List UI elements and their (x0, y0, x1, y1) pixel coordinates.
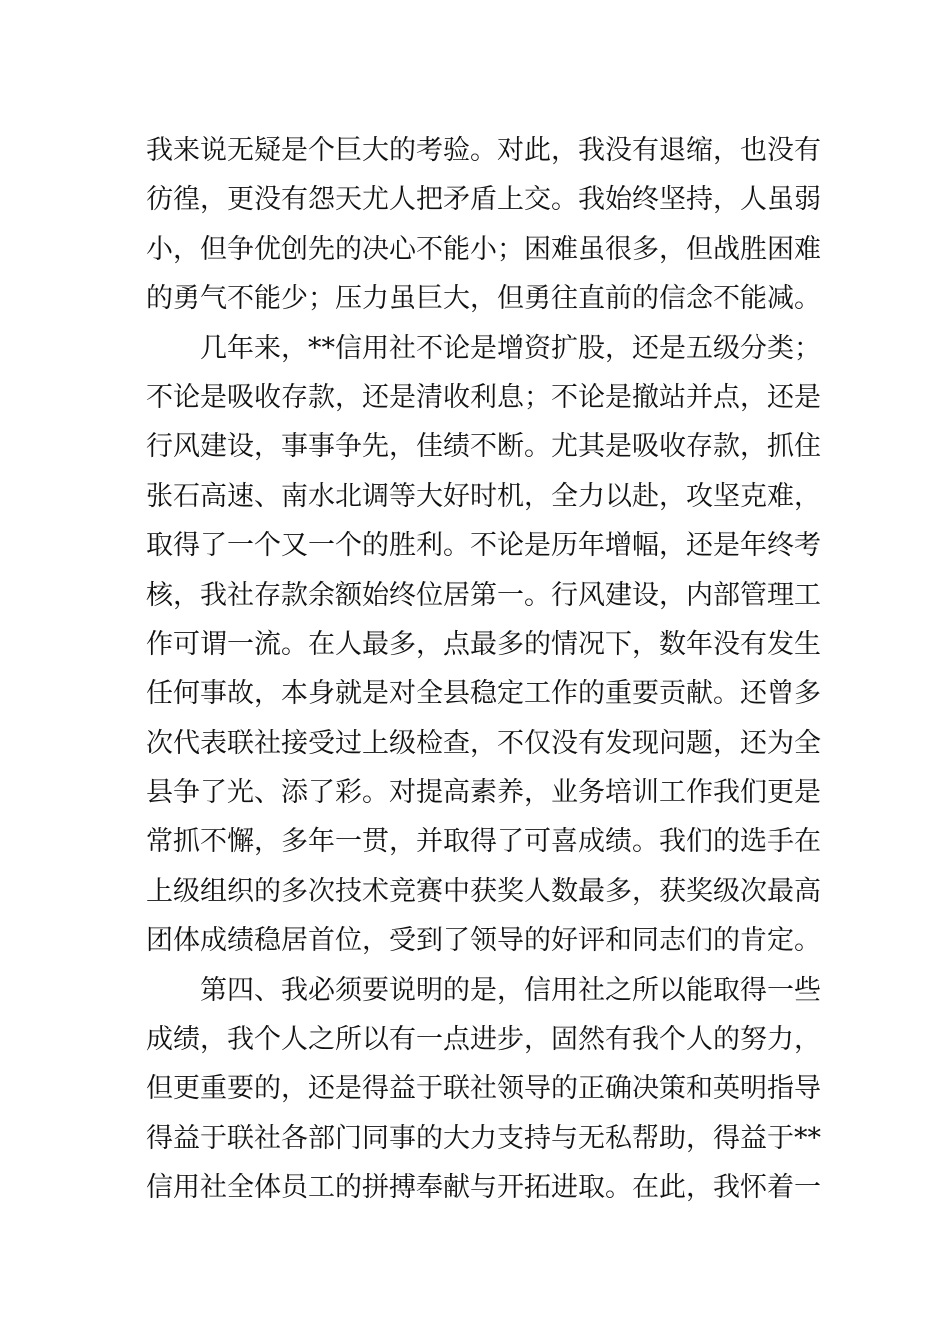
body-text (146, 126, 821, 1213)
text-line: 上级组织的多次技术竞赛中获奖人数最多，获奖级次最高 (146, 875, 821, 907)
text-line: 取得了一个又一个的胜利。不论是历年增幅，还是年终考 (146, 530, 821, 562)
text-line: 张石高速、南水北调等大好时机，全力以赴，攻坚克难， (146, 480, 821, 512)
text-line: 作可谓一流。在人最多，点最多的情况下，数年没有发生 (146, 628, 821, 660)
text-line: 次代表联社接受过上级检查，不仅没有发现问题，还为全 (146, 727, 821, 759)
text-line: 团体成绩稳居首位，受到了领导的好评和同志们的肯定。 (146, 925, 821, 957)
text-line: 但更重要的，还是得益于联社领导的正确决策和英明指导 (146, 1073, 821, 1105)
paragraph-start-line: 几年来，**信用社不论是增资扩股，还是五级分类； (200, 332, 821, 364)
text-line: 信用社全体员工的拼搏奉献与开拓进取。在此，我怀着一 (146, 1172, 821, 1204)
text-line: 行风建设，事事争先，佳绩不断。尤其是吸收存款，抓住 (146, 431, 821, 463)
paragraph-start-line: 第四、我必须要说明的是，信用社之所以能取得一些 (200, 974, 821, 1006)
text-line: 小，但争优创先的决心不能小；困难虽很多，但战胜困难 (146, 233, 821, 265)
text-line: 彷徨，更没有怨天尤人把矛盾上交。我始终坚持，人虽弱 (146, 184, 821, 216)
text-line: 县争了光、添了彩。对提高素养，业务培训工作我们更是 (146, 777, 821, 809)
text-line: 核，我社存款余额始终位居第一。行风建设，内部管理工 (146, 579, 821, 611)
text-line: 的勇气不能少；压力虽巨大，但勇往直前的信念不能减。 (146, 283, 821, 315)
text-line: 任何事故，本身就是对全县稳定工作的重要贡献。还曾多 (146, 678, 821, 710)
text-line: 我来说无疑是个巨大的考验。对此，我没有退缩，也没有 (146, 135, 821, 166)
text-line: 得益于联社各部门同事的大力支持与无私帮助，得益于** (146, 1122, 821, 1154)
text-line: 成绩，我个人之所以有一点进步，固然有我个人的努力， (146, 1024, 821, 1056)
text-line: 不论是吸收存款，还是清收利息；不论是撤站并点，还是 (146, 381, 821, 413)
text-line: 常抓不懈，多年一贯，并取得了可喜成绩。我们的选手在 (146, 826, 821, 858)
